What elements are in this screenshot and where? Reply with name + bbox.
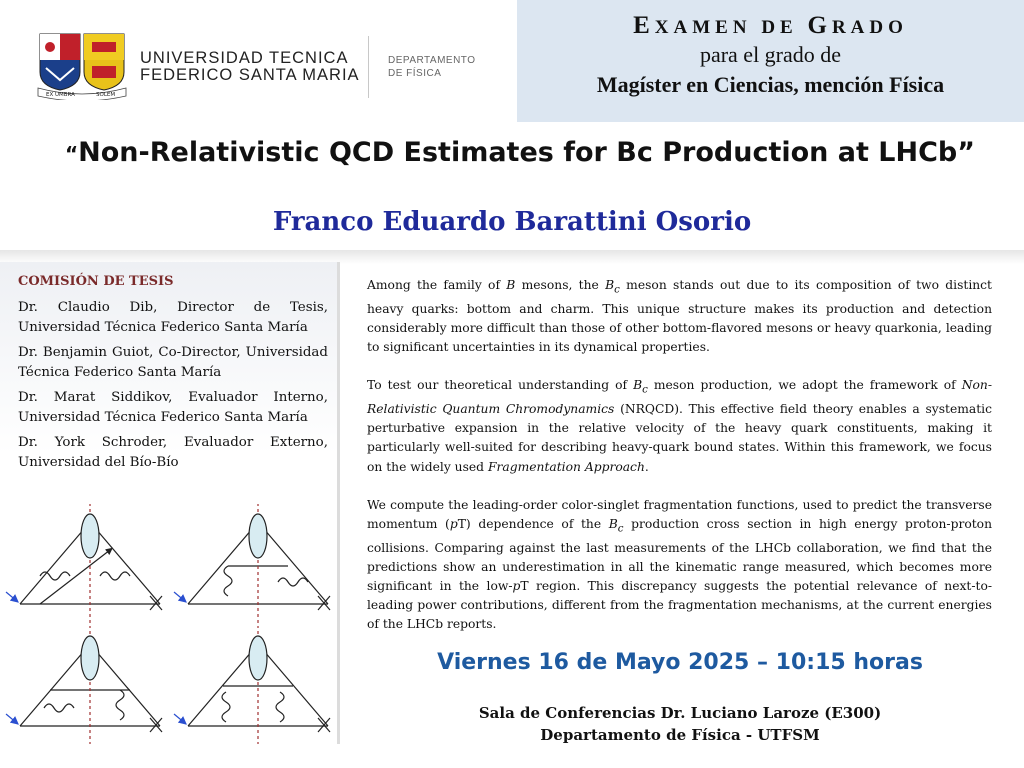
- exam-title-rest-2: RADO: [831, 17, 908, 38]
- abstract: [367, 276, 992, 654]
- abstract-text: T region. This discrepancy suggests the potential relevance of next-to-leading power contributions, different from the fragmentation mechanisms, at the current energies of the LHCb reports.: [367, 579, 993, 632]
- open-quote: “: [64, 142, 79, 166]
- abstract-text: (NRQCD). This effective field theory enables a systematic perturbative expansion in the relative velocity of the heavy quark constituents, making it particularly well-suited for describing heavy-quark bound states. Within this framework, we focus on the widely used: [367, 401, 992, 474]
- feynman-diagram-1: [6, 504, 162, 626]
- abstract-text: We compute the leading-order color-singlet fragmentation functions, used to predict the transverse momentum (: [367, 497, 992, 531]
- crest-motto-left: EX UMBRA: [46, 92, 75, 98]
- feynman-diagram-4: [174, 626, 330, 744]
- exam-title-initial-1: E: [633, 12, 655, 39]
- committee-member: Dr. Claudio Dib, Director de Tesis, Universidad Técnica Federico Santa María: [18, 300, 328, 335]
- crest-motto-right: SOLEM: [96, 92, 116, 98]
- exam-title-initial-2: G: [807, 12, 832, 39]
- abstract-symbol-b: B: [633, 378, 643, 393]
- university-logo-block: [36, 30, 496, 100]
- event-venue: [360, 702, 1000, 746]
- committee-panel: [0, 262, 340, 744]
- abstract-symbol-sub-c: c: [614, 283, 620, 296]
- student-name: Franco Eduardo Barattini Osorio: [272, 207, 752, 237]
- feynman-diagram-2: [174, 504, 330, 626]
- event-department: Departamento de Física - UTFSM: [540, 726, 820, 744]
- committee-list: [18, 298, 328, 478]
- feynman-diagrams-figure: [0, 504, 340, 744]
- event-room: Sala de Conferencias Dr. Luciano Laroze (E300): [478, 704, 882, 722]
- abstract-text: mesons, the: [515, 278, 606, 292]
- abstract-symbol-sub-c: c: [617, 522, 624, 535]
- exam-title-rest-1: XAMEN: [654, 17, 752, 38]
- abstract-symbol-b: B: [605, 278, 615, 292]
- committee-member: Dr. York Schroder, Evaluador Externo, Universidad del Bío-Bío: [18, 435, 328, 470]
- abstract-text: .: [644, 459, 649, 474]
- close-quote: ”: [957, 137, 975, 168]
- abstract-text: production cross section in high energy proton-proton collisions. Comparing against the last measurements of the LHCb collaboration, we find that the predictions show an underestimation in all the kinematic range measured, which becomes more significant in the low-: [367, 516, 992, 593]
- abstract-paragraph-1: [367, 276, 992, 357]
- department-name-line1: DEPARTAMENTO: [388, 55, 476, 66]
- header-divider: [368, 36, 369, 98]
- abstract-symbol-p: p: [512, 579, 521, 593]
- event-date-time: Viernes 16 de Mayo 2025 – 10:15 horas: [437, 650, 923, 675]
- abstract-symbol-p: p: [449, 516, 458, 531]
- university-name-line2: FEDERICO SANTA MARIA: [140, 66, 360, 84]
- university-crest-icon: [36, 30, 128, 100]
- university-name-line1: UNIVERSIDAD TECNICA: [140, 49, 349, 67]
- exam-title-de: DE: [761, 17, 798, 38]
- abstract-italic-term: Fragmentation Approach: [487, 459, 645, 474]
- thesis-title: [60, 134, 980, 173]
- abstract-paragraph-2: [367, 376, 992, 476]
- exam-subtitle: para el grado de: [699, 42, 842, 67]
- committee-heading: COMISIÓN DE TESIS: [18, 274, 174, 289]
- abstract-text: T) dependence of the: [457, 516, 609, 531]
- abstract-text: meson stands out due to its composition of two distinct heavy quarks: bottom and charm. This unique structure makes its production and detection considerably more difficult than those of other bottom-flavored mesons or heavy quarkonia, leading to significant uncertainties in its dynamical properties.: [367, 278, 993, 355]
- abstract-paragraph-3: [367, 496, 992, 635]
- abstract-text: meson production, we adopt the framework of: [647, 378, 962, 393]
- university-name: [140, 50, 360, 84]
- abstract-symbol-sub-c: c: [642, 383, 648, 396]
- department-name-line2: DE FÍSICA: [388, 68, 442, 79]
- abstract-italic-term: Non-Relativistic Quantum Chromodynamics: [367, 378, 993, 416]
- abstract-symbol-b: B: [608, 516, 618, 531]
- abstract-text: To test our theoretical understanding of: [367, 378, 634, 393]
- exam-degree: Magíster en Ciencias, mención Física: [596, 72, 945, 97]
- committee-member: Dr. Benjamin Guiot, Co-Director, Universidad Técnica Federico Santa María: [18, 345, 328, 380]
- abstract-text: Among the family of: [367, 278, 507, 292]
- abstract-symbol-b: B: [506, 278, 516, 292]
- committee-member: Dr. Marat Siddikov, Evaluador Interno, Universidad Técnica Federico Santa María: [18, 390, 328, 425]
- exam-title: [517, 12, 1024, 40]
- feynman-diagram-3: [6, 626, 162, 744]
- department-name: [388, 54, 476, 80]
- thesis-title-text: Non-Relativistic QCD Estimates for Bc Production at LHCb: [78, 137, 958, 168]
- exam-header-box: [517, 0, 1024, 122]
